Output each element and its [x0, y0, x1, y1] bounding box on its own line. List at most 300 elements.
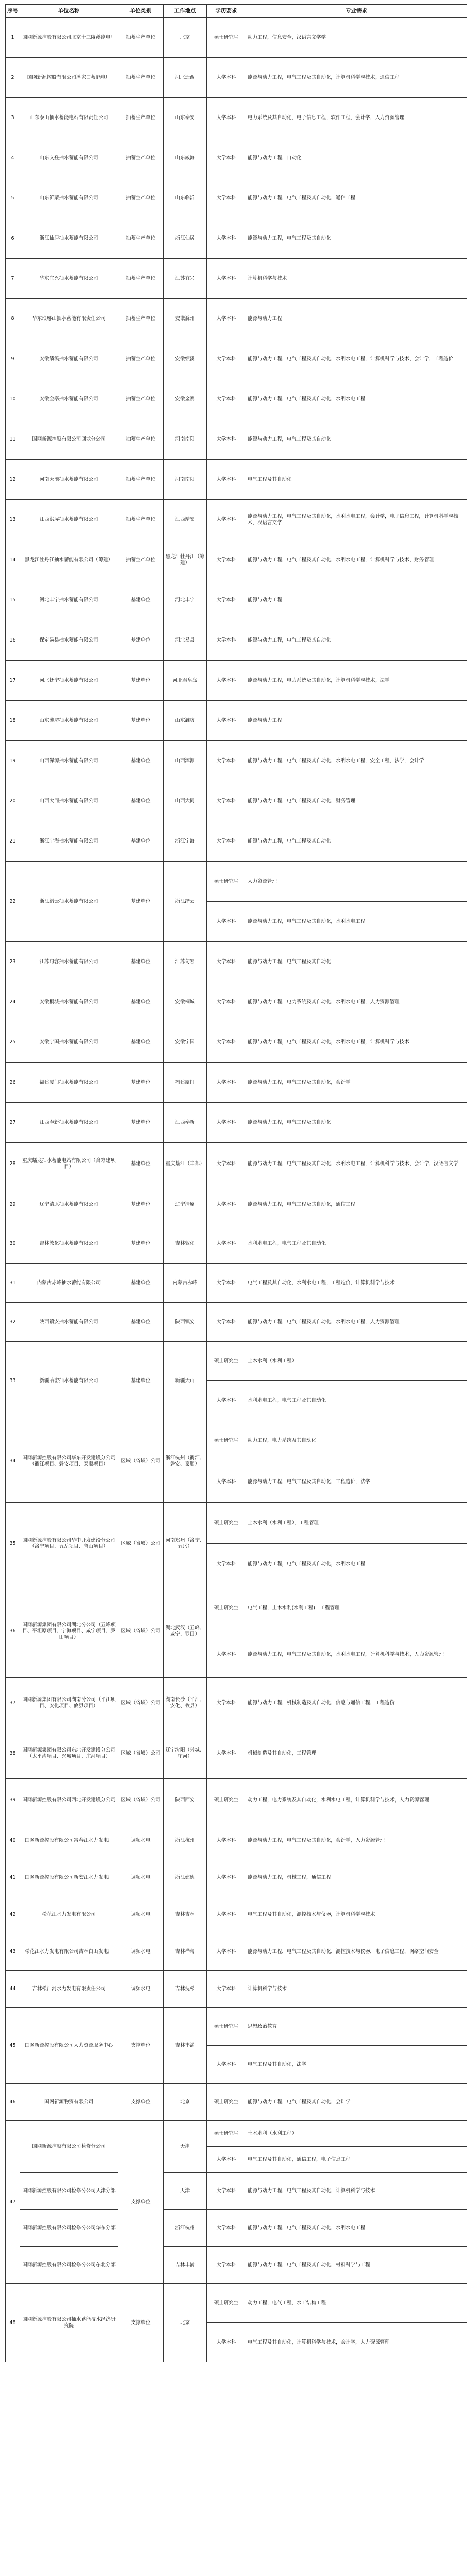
major-cell: 能源与动力工程，电气工程及其自动化 — [246, 821, 467, 862]
location-cell: 天津 — [164, 2121, 207, 2173]
location-cell: 浙江仙居 — [164, 218, 207, 259]
row-number-cell: 34 — [6, 1420, 20, 1503]
education-cell: 大学本科 — [207, 2046, 246, 2084]
unit-name-cell: 陕西镇安抽水蓄能有限公司 — [20, 1303, 118, 1342]
location-cell: 安徽桐城 — [164, 982, 207, 1022]
major-cell: 能源与动力工程，电气工程及其自动化，水利水电工程，计算机科学与技术，会计学，汉语言文学 — [246, 1143, 467, 1185]
table-row — [6, 2210, 467, 2247]
major-cell: 能源与动力工程，电气工程及其自动化，测控技术与仪器，电子信息工程，网络空间安全 — [246, 1933, 467, 1971]
header-unit: 单位名称 — [20, 5, 118, 18]
location-cell: 北京 — [164, 2084, 207, 2121]
education-cell: 大学本科 — [207, 1822, 246, 1859]
major-cell: 能源与动力工程，电气工程及其自动化，水利水电工程，计算机科学与技术 — [246, 1022, 467, 1063]
major-cell: 电气工程及其自动化，测控技术与仪器，计算机科学与技术 — [246, 1896, 467, 1933]
unit-category-cell: 抽蓄生产单位 — [118, 98, 164, 138]
row-number-cell: 48 — [6, 2284, 20, 2362]
row-number-cell: 37 — [6, 1678, 20, 1728]
row-number-cell: 32 — [6, 1303, 20, 1342]
unit-name-cell: 安徽桐城抽水蓄能有限公司 — [20, 982, 118, 1022]
location-cell: 浙江杭州（衢江、磐安、泰顺） — [164, 1420, 207, 1503]
table-row — [6, 1342, 467, 1381]
unit-name-cell: 华东宜兴抽水蓄能有限公司 — [20, 259, 118, 299]
table-row — [6, 1678, 467, 1728]
location-cell: 吉林抚松 — [164, 1971, 207, 2008]
location-cell: 安徽滁州 — [164, 299, 207, 339]
row-number-cell: 23 — [6, 942, 20, 982]
unit-category-cell: 基建单位 — [118, 1264, 164, 1303]
location-cell: 河北易县 — [164, 620, 207, 661]
education-cell: 大学本科 — [207, 982, 246, 1022]
major-cell: 电气工程，土木水利(水利工程)，工程管理 — [246, 1585, 467, 1631]
row-number-cell: 25 — [6, 1022, 20, 1063]
unit-category-cell: 抽蓄生产单位 — [118, 178, 164, 218]
recruitment-table — [5, 4, 467, 2362]
major-cell: 能源与动力工程，电气工程及其自动化，会计学 — [246, 2084, 467, 2121]
unit-name-cell: 保定易县抽水蓄能有限公司 — [20, 620, 118, 661]
unit-category-cell: 区域（省域）公司 — [118, 1728, 164, 1779]
table-row — [6, 1971, 467, 2008]
unit-name-cell: 浙江宁海抽水蓄能有限公司 — [20, 821, 118, 862]
major-cell: 土木水利（水利工程），工程管理 — [246, 1503, 467, 1544]
education-cell: 大学本科 — [207, 2210, 246, 2247]
unit-category-cell: 调频水电 — [118, 1971, 164, 2008]
table-row — [6, 1420, 467, 1461]
location-cell: 吉林敦化 — [164, 1224, 207, 1264]
table-row — [6, 299, 467, 339]
education-cell: 大学本科 — [207, 1303, 246, 1342]
education-cell: 大学本科 — [207, 620, 246, 661]
unit-category-cell: 区域（省域）公司 — [118, 1420, 164, 1503]
education-cell: 硕士研究生 — [207, 18, 246, 58]
unit-name-cell: 吉林敦化抽水蓄能有限公司 — [20, 1224, 118, 1264]
unit-name-cell: 黑龙江牡丹江抽水蓄能有限公司（筹建） — [20, 540, 118, 580]
education-cell: 大学本科 — [207, 460, 246, 500]
major-cell: 人力资源管理 — [246, 862, 467, 902]
education-cell: 硕士研究生 — [207, 1420, 246, 1461]
education-cell: 大学本科 — [207, 661, 246, 701]
table-row — [6, 1022, 467, 1063]
row-number-cell: 38 — [6, 1728, 20, 1779]
unit-category-cell: 基建单位 — [118, 1022, 164, 1063]
header-location: 工作地点 — [164, 5, 207, 18]
unit-category-cell: 基建单位 — [118, 982, 164, 1022]
table-row — [6, 178, 467, 218]
row-number-cell: 16 — [6, 620, 20, 661]
row-number-cell: 3 — [6, 98, 20, 138]
table-row — [6, 1063, 467, 1103]
major-cell: 能源与动力工程 — [246, 299, 467, 339]
row-number-cell: 43 — [6, 1933, 20, 1971]
education-cell: 大学本科 — [207, 1971, 246, 2008]
row-number-cell: 7 — [6, 259, 20, 299]
unit-name-cell: 华东琅琊山抽水蓄能有限责任公司 — [20, 299, 118, 339]
unit-category-cell: 调频水电 — [118, 1859, 164, 1896]
unit-name-cell: 山西大同抽水蓄能有限公司 — [20, 781, 118, 821]
major-cell: 能源与动力工程，电气工程及其自动化，水利水电工程 — [246, 1544, 467, 1585]
unit-name-cell: 国网新源控股有限公司华东开发建设分公司（衢江项目、磐安项目、泰顺项目） — [20, 1420, 118, 1503]
unit-name-cell: 国网新源集团有限公司湖南分公司（平江项目、安化项目、攸县项目） — [20, 1678, 118, 1728]
major-cell: 动力工程，电力系统及其自动化，水利水电工程，计算机科学与技术，人力资源管理 — [246, 1779, 467, 1822]
unit-name-cell: 国网新源控股有限公司潘家口蓄能电厂 — [20, 58, 118, 98]
unit-category-cell: 抽蓄生产单位 — [118, 218, 164, 259]
location-cell: 山东潍坊 — [164, 701, 207, 741]
education-cell: 大学本科 — [207, 58, 246, 98]
major-cell: 动力工程，电力系统及其自动化 — [246, 1420, 467, 1461]
row-number-cell: 22 — [6, 862, 20, 942]
table-row — [6, 419, 467, 460]
major-cell: 能源与动力工程，电气工程及其自动化，水利水电工程，计算机科学与技术，财务管理 — [246, 540, 467, 580]
unit-name-cell: 重庆蟠龙抽水蓄能电站有限公司（含筹建项目） — [20, 1143, 118, 1185]
location-cell: 黑龙江牡丹江（筹建） — [164, 540, 207, 580]
row-number-cell: 8 — [6, 299, 20, 339]
unit-category-cell: 基建单位 — [118, 942, 164, 982]
table-row — [6, 2173, 467, 2210]
table-row — [6, 661, 467, 701]
table-row — [6, 1933, 467, 1971]
table-row — [6, 1822, 467, 1859]
location-cell: 江苏宜兴 — [164, 259, 207, 299]
location-cell: 重庆綦江（丰都） — [164, 1143, 207, 1185]
unit-name-cell: 国网新源控股有限公司抽水蓄能技术经济研究院 — [20, 2284, 118, 2362]
education-cell: 大学本科 — [207, 419, 246, 460]
location-cell: 山东泰安 — [164, 98, 207, 138]
education-cell: 大学本科 — [207, 1264, 246, 1303]
education-cell: 大学本科 — [207, 781, 246, 821]
education-cell: 大学本科 — [207, 1933, 246, 1971]
major-cell: 能源与动力工程，电气工程及其自动化，会计学 — [246, 1063, 467, 1103]
table-row — [6, 781, 467, 821]
unit-name-cell: 安徽宁国抽水蓄能有限公司 — [20, 1022, 118, 1063]
unit-category-cell: 抽蓄生产单位 — [118, 58, 164, 98]
unit-name-cell: 国网新源控股有限公司人力资源服务中心 — [20, 2008, 118, 2084]
education-cell: 硕士研究生 — [207, 1503, 246, 1544]
education-cell: 大学本科 — [207, 1185, 246, 1224]
education-cell: 大学本科 — [207, 1631, 246, 1678]
education-cell: 大学本科 — [207, 1381, 246, 1420]
location-cell: 辽宁清原 — [164, 1185, 207, 1224]
education-cell: 大学本科 — [207, 98, 246, 138]
unit-category-cell: 抽蓄生产单位 — [118, 138, 164, 178]
location-cell: 江苏句容 — [164, 942, 207, 982]
location-cell: 浙江杭州 — [164, 1822, 207, 1859]
education-cell: 大学本科 — [207, 1678, 246, 1728]
location-cell: 福建厦门 — [164, 1063, 207, 1103]
education-cell: 大学本科 — [207, 138, 246, 178]
table-row — [6, 2084, 467, 2121]
education-cell: 硕士研究生 — [207, 1585, 246, 1631]
unit-name-cell: 河北丰宁抽水蓄能有限公司 — [20, 580, 118, 620]
table-row — [6, 18, 467, 58]
location-cell: 河南郑州（洛宁、五岳） — [164, 1503, 207, 1585]
unit-category-cell: 基建单位 — [118, 1224, 164, 1264]
major-cell: 土木水利（水利工程） — [246, 1342, 467, 1381]
row-number-cell: 2 — [6, 58, 20, 98]
location-cell: 江西奉新 — [164, 1103, 207, 1143]
unit-name-cell: 国网新源控股有限公司检修分公司华东分部 — [20, 2210, 118, 2247]
unit-category-cell: 基建单位 — [118, 701, 164, 741]
location-cell: 安徽宁国 — [164, 1022, 207, 1063]
major-cell: 能源与动力工程，电气工程及其自动化，水利水电工程，计算机科学与技术，人力资源管理 — [246, 1631, 467, 1678]
header-no: 序号 — [6, 5, 20, 18]
unit-name-cell: 安徽金寨抽水蓄能有限公司 — [20, 379, 118, 419]
unit-category-cell: 抽蓄生产单位 — [118, 299, 164, 339]
major-cell: 电气工程及其自动化，计算机科学与技术，会计学，人力资源管理 — [246, 2323, 467, 2362]
location-cell: 内蒙古赤峰 — [164, 1264, 207, 1303]
major-cell: 能源与动力工程，电气工程及其自动化 — [246, 218, 467, 259]
education-cell: 大学本科 — [207, 339, 246, 379]
unit-name-cell: 国网新源控股有限公司西北开发建设分公司 — [20, 1779, 118, 1822]
education-cell: 大学本科 — [207, 1728, 246, 1779]
row-number-cell: 29 — [6, 1185, 20, 1224]
unit-name-cell: 松花江水力发电有限公司 — [20, 1896, 118, 1933]
table-row — [6, 1896, 467, 1933]
major-cell: 土木水利（水利工程） — [246, 2121, 467, 2147]
unit-name-cell: 浙江仙居抽水蓄能有限公司 — [20, 218, 118, 259]
table-row — [6, 218, 467, 259]
table-row — [6, 1303, 467, 1342]
education-cell: 大学本科 — [207, 2247, 246, 2284]
row-number-cell: 4 — [6, 138, 20, 178]
location-cell: 河南南阳 — [164, 460, 207, 500]
major-cell: 机械制造及其自动化，工程管理 — [246, 1728, 467, 1779]
table-row — [6, 982, 467, 1022]
unit-category-cell: 调频水电 — [118, 1822, 164, 1859]
table-row — [6, 942, 467, 982]
education-cell: 硕士研究生 — [207, 2008, 246, 2046]
unit-category-cell: 抽蓄生产单位 — [118, 259, 164, 299]
unit-name-cell: 国网新源集团有限公司东北开发建设分公司（太平湾项目、兴城项目、庄河项目） — [20, 1728, 118, 1779]
unit-category-cell: 基建单位 — [118, 1143, 164, 1185]
row-number-cell: 24 — [6, 982, 20, 1022]
major-cell: 能源与动力工程，电气工程及其自动化，工程造价，法学 — [246, 1461, 467, 1503]
education-cell: 大学本科 — [207, 2147, 246, 2173]
unit-name-cell: 江苏句容抽水蓄能有限公司 — [20, 942, 118, 982]
table-row — [6, 1103, 467, 1143]
location-cell: 安徽绩溪 — [164, 339, 207, 379]
unit-name-cell: 山东泰山抽水蓄能电站有限责任公司 — [20, 98, 118, 138]
row-number-cell: 47 — [6, 2121, 20, 2284]
table-row — [6, 540, 467, 580]
row-number-cell: 18 — [6, 701, 20, 741]
major-cell: 能源与动力工程，电气工程及其自动化，计算机科学与技术，通信工程 — [246, 58, 467, 98]
education-cell: 硕士研究生 — [207, 1342, 246, 1381]
location-cell: 山东临沂 — [164, 178, 207, 218]
unit-category-cell: 区域（省域）公司 — [118, 1678, 164, 1728]
unit-category-cell: 支撑单位 — [118, 2284, 164, 2362]
unit-name-cell: 江西洪屏抽水蓄能有限公司 — [20, 500, 118, 540]
location-cell: 山东威海 — [164, 138, 207, 178]
major-cell: 电气工程及其自动化，法学 — [246, 2046, 467, 2084]
education-cell: 大学本科 — [207, 2323, 246, 2362]
education-cell: 大学本科 — [207, 178, 246, 218]
education-cell: 大学本科 — [207, 1224, 246, 1264]
unit-category-cell: 基建单位 — [118, 620, 164, 661]
unit-name-cell: 国网新源控股有限公司华中开发建设分公司（洛宁项目、五岳项目、鲁山项目） — [20, 1503, 118, 1585]
unit-category-cell: 抽蓄生产单位 — [118, 540, 164, 580]
major-cell: 能源与动力工程，电气工程及其自动化 — [246, 1103, 467, 1143]
unit-category-cell: 区域（省域）公司 — [118, 1585, 164, 1678]
major-cell: 计算机科学与技术 — [246, 259, 467, 299]
major-cell: 能源与动力工程，电气工程及其自动化，水利水电工程 — [246, 2210, 467, 2247]
table-row — [6, 1779, 467, 1822]
table-row — [6, 580, 467, 620]
major-cell: 计算机科学与技术 — [246, 1971, 467, 2008]
table-row — [6, 259, 467, 299]
unit-name-cell: 吉林松江河水力发电有限责任公司 — [20, 1971, 118, 2008]
major-cell: 能源与动力工程，电气工程及其自动化，材料科学与工程 — [246, 2247, 467, 2284]
major-cell: 能源与动力工程，电力系统及其自动化，水利水电工程，人力资源管理 — [246, 982, 467, 1022]
table-row — [6, 58, 467, 98]
row-number-cell: 36 — [6, 1585, 20, 1678]
location-cell: 浙江杭州 — [164, 2210, 207, 2247]
education-cell: 大学本科 — [207, 741, 246, 781]
unit-name-cell: 内蒙古赤峰抽水蓄能有限公司 — [20, 1264, 118, 1303]
table-row — [6, 500, 467, 540]
row-number-cell: 6 — [6, 218, 20, 259]
table-row — [6, 2284, 467, 2323]
education-cell: 大学本科 — [207, 500, 246, 540]
unit-name-cell: 国网新源物资有限公司 — [20, 2084, 118, 2121]
education-cell: 大学本科 — [207, 1544, 246, 1585]
major-cell: 能源与动力工程，电气工程及其自动化，水利水电工程，计算机科学与技术，会计学，工程造价 — [246, 339, 467, 379]
unit-name-cell: 山西浑源抽水蓄能有限公司 — [20, 741, 118, 781]
row-number-cell: 40 — [6, 1822, 20, 1859]
row-number-cell: 27 — [6, 1103, 20, 1143]
row-number-cell: 28 — [6, 1143, 20, 1185]
unit-category-cell: 基建单位 — [118, 1185, 164, 1224]
location-cell: 山西浑源 — [164, 741, 207, 781]
major-cell: 能源与动力工程，电气工程及其自动化 — [246, 620, 467, 661]
major-cell: 能源与动力工程，电气工程及其自动化 — [246, 942, 467, 982]
major-cell: 能源与动力工程，电气工程及其自动化，通信工程 — [246, 1185, 467, 1224]
location-cell: 湖南长沙（平江、安化、攸县） — [164, 1678, 207, 1728]
unit-category-cell: 抽蓄生产单位 — [118, 460, 164, 500]
unit-name-cell: 浙江缙云抽水蓄能有限公司 — [20, 862, 118, 942]
location-cell: 河南南阳 — [164, 419, 207, 460]
major-cell: 能源与动力工程，电气工程及其自动化，财务管理 — [246, 781, 467, 821]
table-row — [6, 701, 467, 741]
row-number-cell: 17 — [6, 661, 20, 701]
row-number-cell: 39 — [6, 1779, 20, 1822]
unit-name-cell: 山东文登抽水蓄能有限公司 — [20, 138, 118, 178]
unit-name-cell: 江西奉新抽水蓄能有限公司 — [20, 1103, 118, 1143]
education-cell: 大学本科 — [207, 379, 246, 419]
education-cell: 大学本科 — [207, 259, 246, 299]
row-number-cell: 44 — [6, 1971, 20, 2008]
header-major: 专业需求 — [246, 5, 467, 18]
unit-name-cell: 松花江水力发电有限公司吉林白山发电厂 — [20, 1933, 118, 1971]
location-cell: 安徽金寨 — [164, 379, 207, 419]
major-cell: 能源与动力工程 — [246, 580, 467, 620]
education-cell: 大学本科 — [207, 1022, 246, 1063]
table-row — [6, 339, 467, 379]
header-category: 单位类别 — [118, 5, 164, 18]
unit-name-cell: 国网新源控股有限公司北京十三陵蓄能电厂 — [20, 18, 118, 58]
row-number-cell: 45 — [6, 2008, 20, 2084]
major-cell: 能源与动力工程，电气工程及其自动化，水利水电工程 — [246, 379, 467, 419]
education-cell: 大学本科 — [207, 1896, 246, 1933]
unit-name-cell: 安徽绩溪抽水蓄能有限公司 — [20, 339, 118, 379]
row-number-cell: 46 — [6, 2084, 20, 2121]
table-row — [6, 138, 467, 178]
table-row — [6, 741, 467, 781]
unit-category-cell: 基建单位 — [118, 661, 164, 701]
major-cell: 能源与动力工程，自动化 — [246, 138, 467, 178]
table-row — [6, 2247, 467, 2284]
table-row — [6, 1728, 467, 1779]
major-cell: 动力工程，信息安全，汉语言文学学 — [246, 18, 467, 58]
unit-name-cell: 国网新源集团有限公司湖北分公司（五峰项目、平坦原项目、宁海项目、咸宁项目、罗田项目） — [20, 1585, 118, 1678]
major-cell: 动力工程，电气工程，水工结构工程 — [246, 2284, 467, 2323]
major-cell: 能源与动力工程，电气工程及其自动化，水利水电工程，安全工程，法学，会计学 — [246, 741, 467, 781]
location-cell: 山西大同 — [164, 781, 207, 821]
major-cell: 能源与动力工程，电力系统及其自动化，计算机科学与技术，法学 — [246, 661, 467, 701]
unit-category-cell: 基建单位 — [118, 1342, 164, 1420]
table-row — [6, 2121, 467, 2147]
row-number-cell: 13 — [6, 500, 20, 540]
major-cell: 水利水电工程，电气工程及其自动化 — [246, 1381, 467, 1420]
major-cell: 电气工程及其自动化，通信工程，电子信息工程 — [246, 2147, 467, 2173]
unit-name-cell: 河北抚宁抽水蓄能有限公司 — [20, 661, 118, 701]
row-number-cell: 42 — [6, 1896, 20, 1933]
table-row — [6, 862, 467, 902]
row-number-cell: 21 — [6, 821, 20, 862]
unit-category-cell: 抽蓄生产单位 — [118, 419, 164, 460]
unit-name-cell: 国网新源控股有限公司检修分公司东北分部 — [20, 2247, 118, 2284]
row-number-cell: 41 — [6, 1859, 20, 1896]
unit-category-cell: 基建单位 — [118, 1303, 164, 1342]
major-cell: 电力系统及其自动化，电子信息工程，软件工程，会计学，人力资源管理 — [246, 98, 467, 138]
unit-category-cell: 抽蓄生产单位 — [118, 379, 164, 419]
unit-name-cell: 新疆哈密抽水蓄能有限公司 — [20, 1342, 118, 1420]
location-cell: 陕西镇安 — [164, 1303, 207, 1342]
table-body — [6, 18, 467, 2362]
education-cell: 大学本科 — [207, 701, 246, 741]
location-cell: 北京 — [164, 2284, 207, 2362]
education-cell: 大学本科 — [207, 1063, 246, 1103]
row-number-cell: 15 — [6, 580, 20, 620]
row-number-cell: 31 — [6, 1264, 20, 1303]
education-cell: 大学本科 — [207, 580, 246, 620]
unit-category-cell: 基建单位 — [118, 1063, 164, 1103]
unit-name-cell: 河南天池抽水蓄能有限公司 — [20, 460, 118, 500]
education-cell: 大学本科 — [207, 902, 246, 942]
education-cell: 大学本科 — [207, 1461, 246, 1503]
unit-name-cell: 山东沂蒙抽水蓄能有限公司 — [20, 178, 118, 218]
major-cell: 能源与动力工程，电气工程及其自动化，水利水电工程，会计学，电子信息工程，计算机科学与技术，汉语言文学 — [246, 500, 467, 540]
education-cell: 大学本科 — [207, 1103, 246, 1143]
unit-category-cell: 抽蓄生产单位 — [118, 500, 164, 540]
major-cell: 能源与动力工程，电气工程及其自动化，水利水电工程 — [246, 902, 467, 942]
location-cell: 江西靖安 — [164, 500, 207, 540]
education-cell: 大学本科 — [207, 942, 246, 982]
education-cell: 大学本科 — [207, 821, 246, 862]
location-cell: 湖北武汉（五峰、咸宁、罗田） — [164, 1585, 207, 1678]
unit-category-cell: 基建单位 — [118, 862, 164, 942]
location-cell: 吉林丰满 — [164, 2247, 207, 2284]
education-cell: 硕士研究生 — [207, 862, 246, 902]
table-row — [6, 1859, 467, 1896]
table-row — [6, 2008, 467, 2046]
unit-category-cell: 支撑单位 — [118, 2121, 164, 2284]
education-cell: 大学本科 — [207, 540, 246, 580]
location-cell: 浙江建德 — [164, 1859, 207, 1896]
education-cell: 硕士研究生 — [207, 2284, 246, 2323]
row-number-cell: 30 — [6, 1224, 20, 1264]
location-cell: 河北秦皇岛 — [164, 661, 207, 701]
table-row — [6, 98, 467, 138]
unit-name-cell: 国网新源控股有限公司富春江水力发电厂 — [20, 1822, 118, 1859]
